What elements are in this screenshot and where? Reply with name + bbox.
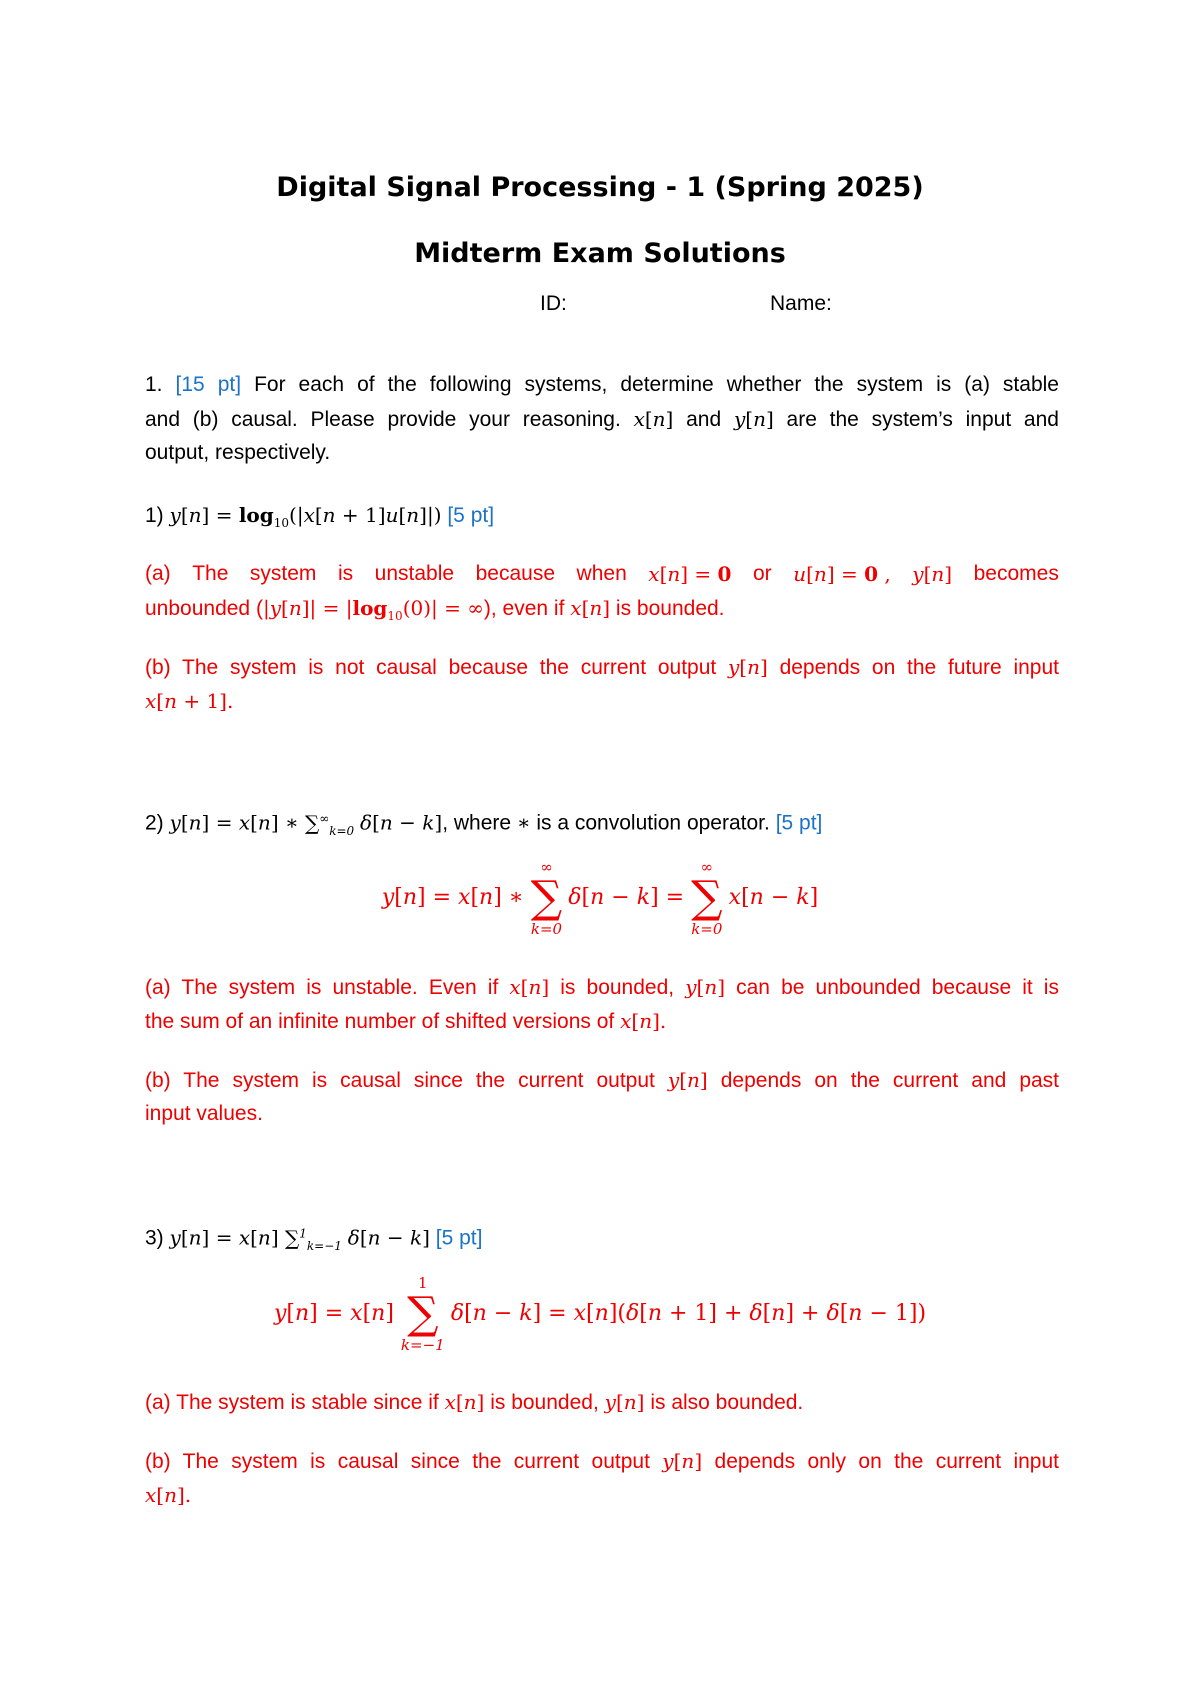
points-badge: [15 pt] xyxy=(175,373,242,396)
points-badge: [5 pt] xyxy=(447,504,495,527)
part1-answer-b-line2: x[n + 1]. xyxy=(145,689,234,713)
points-badge: [5 pt] xyxy=(775,811,823,835)
part1-statement: 1) $y[n] = \log_{10}(|x[n + 1]u[n]|)$ [5 pt] xyxy=(145,503,495,530)
id-label: ID: xyxy=(540,292,567,315)
part1-answer-a-line2: unbounded ($|y[n]| = |\log_{10}(0)|$ = ∞), even if x[n] is bounded. xyxy=(145,596,725,623)
name-label: Name: xyxy=(770,292,832,315)
part2-answer-b-line1: (b) The system is causal since the current output y[n] depends on the current and past xyxy=(145,1068,1060,1092)
page-title: Digital Signal Processing - 1 (Spring 2025) xyxy=(276,172,924,203)
part3-answer-a-line1: (a) The system is stable since if x[n] is bounded, y[n] is also bounded. xyxy=(145,1390,804,1414)
part3-equation: y[n] = x[n] 1 ∑ k=−1 δ[n − k] = x[n](δ[n + 1] + δ[n] + δ[n − 1]) xyxy=(273,1274,927,1354)
page-subtitle: Midterm Exam Solutions xyxy=(414,238,786,269)
part1-answer-a-line1: (a) The system is unstable because when x[n] = 0 or u[n] = 0 , y[n] becomes xyxy=(145,562,1059,586)
part2-answer-a-line1: (a) The system is unstable. Even if x[n] is bounded, y[n] can be unbounded because it is xyxy=(145,975,1059,999)
question1-line1: 1. [15 pt] For each of the following systems, determine whether the system is (a) stable xyxy=(145,373,1059,396)
question1-line2: and (b) causal. Please provide your reasoning. x[n] and y[n] are the system’s input and xyxy=(145,407,1059,431)
part3-answer-b-line2: x[n]. xyxy=(145,1483,192,1507)
part3-answer-b-line1: (b) The system is causal since the current output y[n] depends only on the current input xyxy=(145,1449,1059,1473)
part1-answer-b-line1: (b) The system is not causal because the current output y[n] depends on the future input xyxy=(145,655,1059,679)
question1-line3: output, respectively. xyxy=(145,441,331,464)
part2-answer-a-line2: the sum of an infinite number of shifted versions of x[n]. xyxy=(145,1009,667,1033)
points-badge: [5 pt] xyxy=(435,1226,483,1250)
part3-statement: 3) y[n] = x[n] ∑$^1_{k=-1}$ δ[n − k] [5 pt] xyxy=(145,1225,483,1253)
part2-equation: y[n] = x[n] ∗ ∞ ∑ k=0 δ[n − k] = ∞ ∑ k=0 x[n − k] xyxy=(381,858,819,938)
part2-answer-b-line2: input values. xyxy=(145,1102,263,1125)
part2-statement: 2) y[n] = x[n] ∗ $\sum^\infty_{k=0}$ δ[n − k], where ∗ is a convolution operator. [5 pt] xyxy=(145,810,823,838)
